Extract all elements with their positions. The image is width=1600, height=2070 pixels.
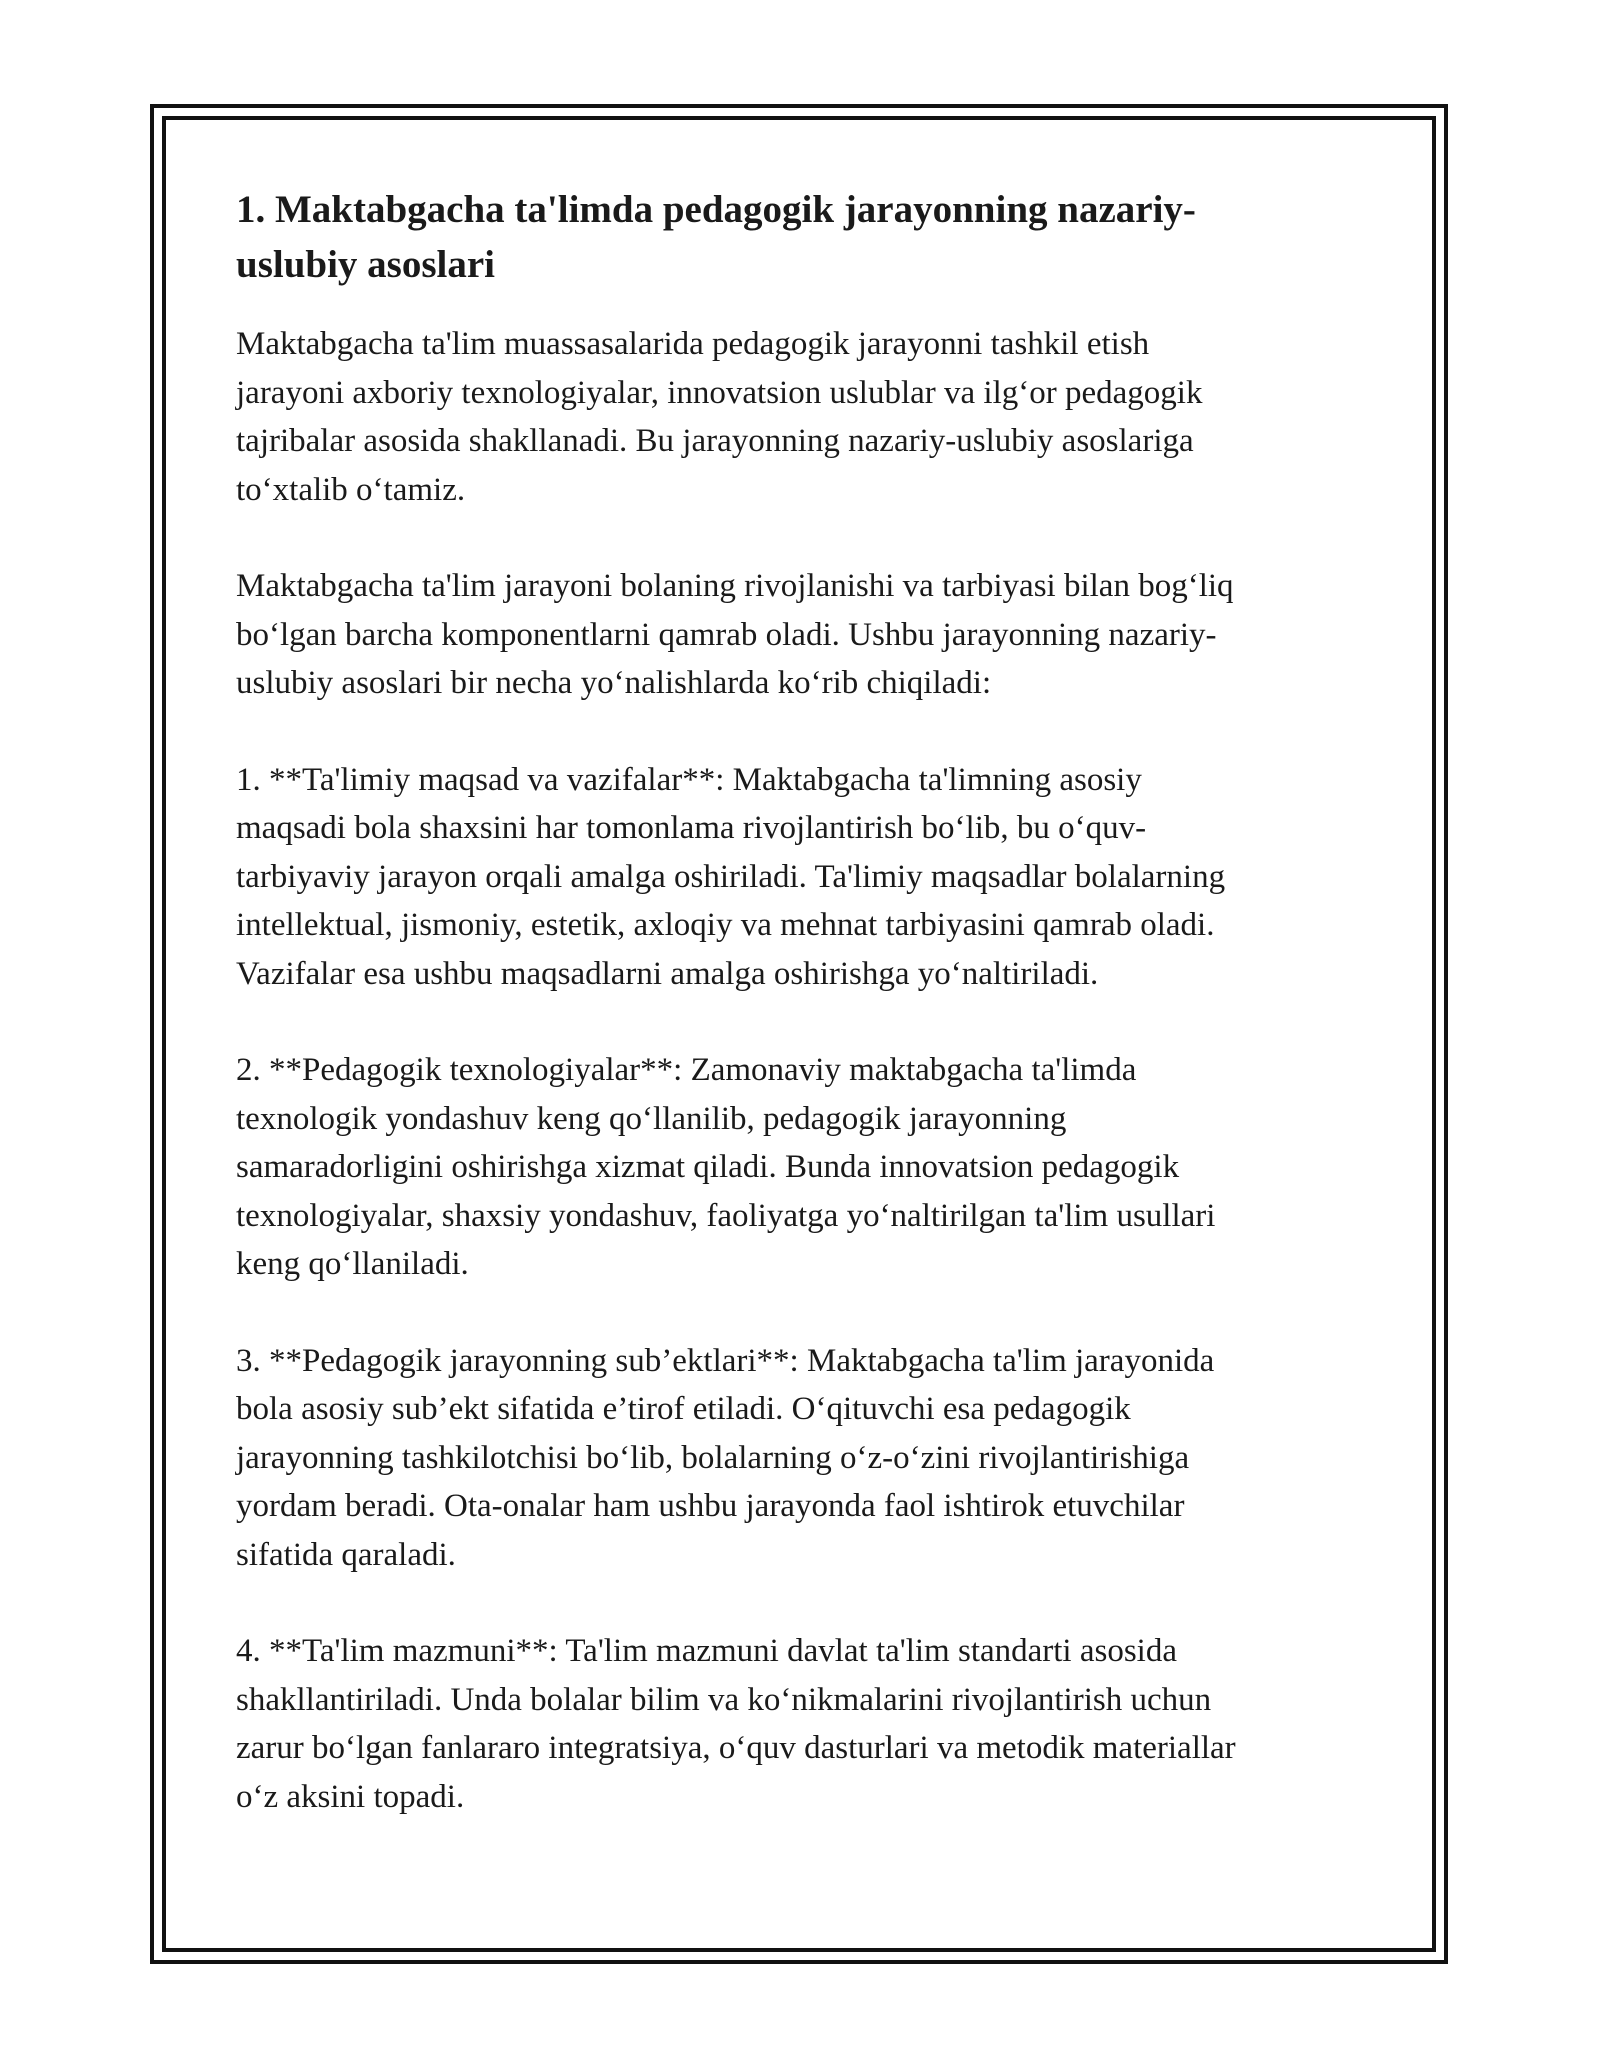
document-title: 1. Maktabgacha ta'limda pedagogik jarayonning nazariy- uslubiy asoslari: [236, 188, 1196, 286]
list-item-technologies: 2. **Pedagogik texnologiyalar**: Zamonaviy maktabgacha ta'limda texnologik yondashuv keng qo‘llanilib, pedagogik jarayonning samaradorligini oshirishga xizmat qiladi. Bunda innovatsion pedagogik texnologiyalar, shaxsiy yondashuv, faoliyatga yo‘naltirilgan ta'lim usullari keng qo‘llaniladi.: [236, 1052, 1216, 1282]
list-item-content: 4. **Ta'lim mazmuni**: Ta'lim mazmuni davlat ta'lim standarti asosida shakllantiriladi. Unda bolalar bilim va ko‘nikmalarini rivojlantirish uchun zarur bo‘lgan fanlararo integratsiya, o‘quv dasturlari va metodik materiallar o‘z aksini topadi.: [236, 1633, 1236, 1815]
list-item-subjects: 3. **Pedagogik jarayonning sub’ektlari**: Maktabgacha ta'lim jarayonida bola asosiy sub’ekt sifatida e’tirof etiladi. O‘qituvchi esa pedagogik jarayonning tashkilotchisi bo‘lib, bolalarning o‘z-o‘zini rivojlantirishiga yordam beradi. Ota-onalar ham ushbu jarayonda faol ishtirok etuvchilar sifatida qaraladi.: [236, 1342, 1215, 1573]
paragraph-overview: Maktabgacha ta'lim jarayoni bolaning rivojlanishi va tarbiyasi bilan bog‘liq bo‘lgan barcha komponentlarni qamrab oladi. Ushbu jarayonning nazariy- uslubiy asoslari bir necha yo‘nalishlarda ko‘rib chiqiladi:: [236, 568, 1234, 701]
document-body: [236, 182, 1356, 1869]
list-item-goals: 1. **Ta'limiy maqsad va vazifalar**: Maktabgacha ta'limning asosiy maqsadi bola shaxsini har tomonlama rivojlantirish bo‘lib, bu o‘quv- tarbiyaviy jarayon orqali amalga oshiriladi. Ta'limiy maqsadlar bolalarning intellektual, jismoniy, estetik, axloqiy va mehnat tarbiyasini qamrab oladi. Vazifalar esa ushbu maqsadlarni amalga oshirishga yo‘naltiriladi.: [236, 761, 1226, 992]
paragraph-intro: Maktabgacha ta'lim muassasalarida pedagogik jarayonni tashkil etish jarayoni axboriy texnologiyalar, innovatsion uslublar va ilg‘or pedagogik tajribalar asosida shakllanadi. Bu jarayonning nazariy-uslubiy asoslariga to‘xtalib o‘tamiz.: [236, 326, 1203, 508]
